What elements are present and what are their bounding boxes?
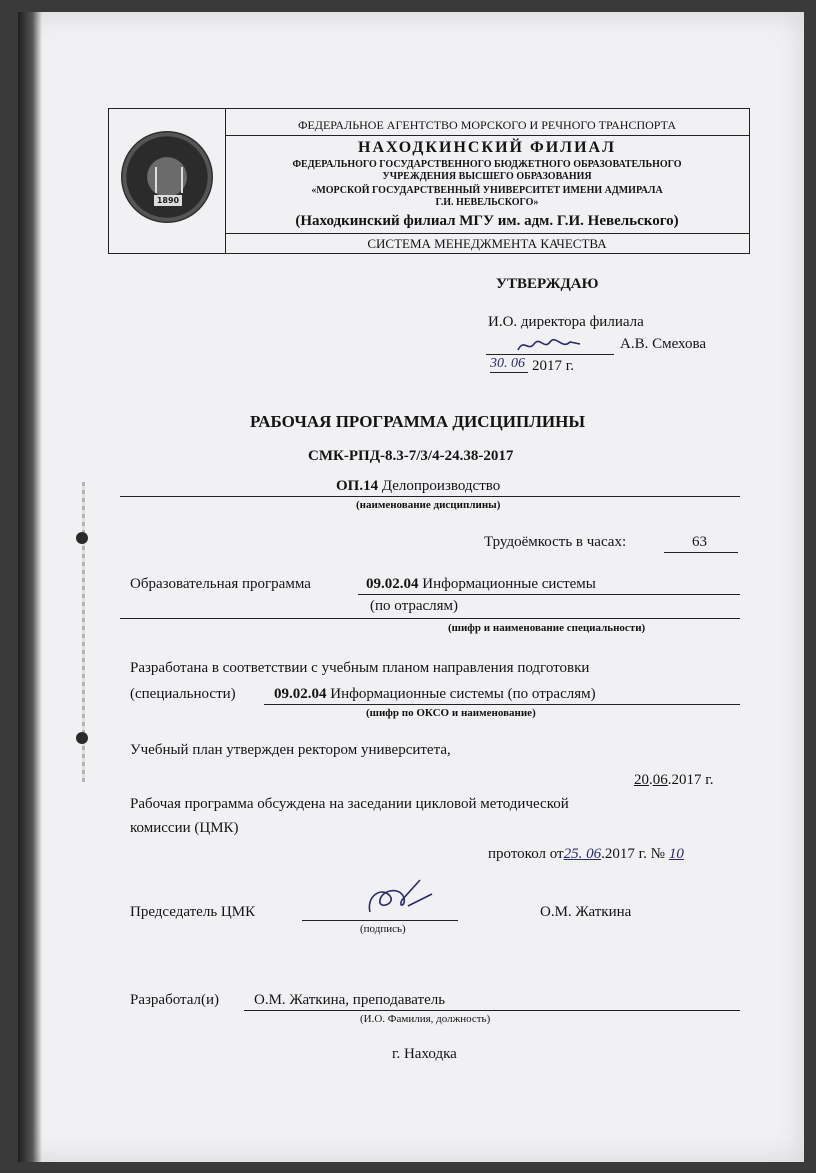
approval-date-handwritten: 30. 06 [490,356,528,373]
director-signature [514,336,584,356]
program-code: 09.02.04 [366,576,419,592]
discipline-name: Делопроизводство [381,478,501,494]
developed-line-1: Разработана в соответствии с учебным планом направления подготовки [130,660,590,676]
protocol-date-handwritten: 25. 06 [563,846,602,862]
developed-underline [264,704,740,705]
branch-name: НАХОДКИНСКИЙ ФИЛИАЛ [358,139,616,156]
protocol: протокол от25. 06.2017 г. № 10 [488,846,688,863]
author-value: О.М. Жаткина, преподаватель [254,992,446,1008]
approval-position: И.О. директора филиала [488,314,644,330]
developed-caption: (шифр по ОКСО и наименование) [366,707,536,719]
hours-label: Трудоёмкость в часах: [484,534,627,550]
quality-system: СИСТЕМА МЕНЕДЖМЕНТА КАЧЕСТВА [367,236,607,251]
agency-name: ФЕДЕРАЛЬНОЕ АГЕНТСТВО МОРСКОГО И РЕЧНОГО ТРАНСПОРТА [297,118,677,132]
discipline-caption: (наименование дисциплины) [356,499,501,511]
program-caption: (шифр и наименование специальности) [448,622,646,634]
author-caption: (И.О. Фамилия, должность) [360,1013,491,1025]
protocol-label: протокол от [488,846,564,862]
program-label: Образовательная программа [130,576,311,592]
program-name-line-2: (по отраслям) [370,598,459,614]
institution-line-3: «МОРСКОЙ ГОСУДАРСТВЕННЫЙ УНИВЕРСИТЕТ ИМЕНИ АДМИРАЛА [311,185,663,196]
branch-short-name: (Находкинский филиал МГУ им. адм. Г.И. Невельского) [295,213,679,229]
curriculum-date-month: 06 [652,772,668,788]
city: г. Находка [392,1046,457,1062]
author-underline [244,1010,740,1011]
commission-line-1: Рабочая программа обсуждена на заседании цикловой методической [130,796,569,812]
binding-hole [76,532,88,544]
chair-name: О.М. Жаткина [540,904,632,920]
seal-year: 1890 [154,195,182,206]
discipline-underline [120,496,740,497]
university-seal-icon [121,131,213,223]
discipline [336,478,500,495]
program-name [366,576,596,593]
curriculum-text: Учебный план утвержден ректором университета, [130,742,451,758]
hours-underline [664,552,738,553]
protocol-number-handwritten: 10 [668,846,684,862]
program-name-line-1: Информационные системы [422,576,596,592]
header-divider [225,135,749,136]
institution-line-1: ФЕДЕРАЛЬНОГО ГОСУДАРСТВЕННОГО БЮДЖЕТНОГО ОБРАЗОВАТЕЛЬНОГО [292,159,682,170]
approval-title: УТВЕРЖДАЮ [496,276,599,292]
institution-line-2: УЧРЕЖДЕНИЯ ВЫСШЕГО ОБРАЗОВАНИЯ [382,171,592,182]
commission-line-2: комиссии (ЦМК) [130,820,239,836]
chair-signature-caption: (подпись) [360,923,406,935]
discipline-code: ОП.14 [336,478,379,494]
institution-header [108,108,750,254]
curriculum-date: 20.06.2017 г. [634,772,714,788]
binding-hole [76,732,88,744]
approval-date-year: 2017 г. [532,358,574,374]
developed-code: 09.02.04 [274,686,327,702]
curriculum-date-year: 2017 г. [671,772,714,788]
program-underline [120,618,740,619]
header-divider [225,233,749,234]
program-underline [358,594,740,595]
author-label: Разработал(и) [130,992,220,1008]
chair-signature [360,876,440,924]
protocol-year: 2017 г. № [604,846,665,862]
hours-value: 63 [692,534,707,550]
document-title: РАБОЧАЯ ПРОГРАММА ДИСЦИПЛИНЫ [250,412,586,431]
scan-edge [18,12,42,1162]
developed-label: (специальности) [130,686,236,702]
document-code: СМК-РПД-8.3-7/3/4-24.38-2017 [308,448,514,464]
developed-program [274,686,596,703]
curriculum-date-day: 20 [634,772,649,788]
institution-line-4: Г.И. НЕВЕЛЬСКОГО» [435,197,539,208]
approval-name: А.В. Смехова [620,336,707,352]
chair-label: Председатель ЦМК [130,904,256,920]
logo-cell [109,109,226,253]
ship-icon [155,167,183,193]
developed-name: Информационные системы (по отраслям) [330,686,596,702]
